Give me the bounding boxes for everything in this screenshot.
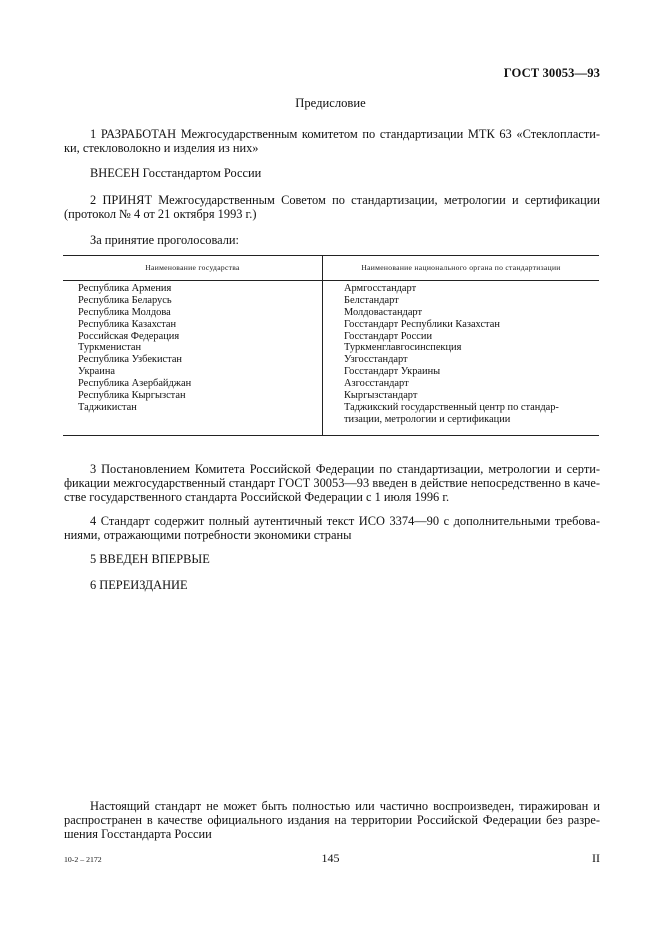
page-number: 145 [321, 851, 340, 865]
table-cell-state: Республика Узбекистан [78, 354, 182, 366]
paragraph-line: 3 Постановлением Комитета Российской Федерации по стандартизации, метрологии и серти- [90, 462, 600, 476]
table-cell-state: Туркменистан [78, 342, 142, 354]
paragraph-voted [64, 233, 600, 247]
standard-code: ГОСТ 30053—93 [503, 66, 600, 80]
table-cell-body: тизации, метрологии и сертификации [344, 413, 511, 425]
print-code: 10-2 – 2172 [64, 855, 102, 864]
table-cell-body: Госстандарт Украины [344, 366, 441, 378]
paragraph-line: (протокол № 4 от 21 октября 1993 г.) [64, 207, 257, 221]
table-cell-state: Республика Кыргызстан [78, 390, 186, 402]
table-cell-state: Украина [78, 366, 116, 378]
table-cell-body: Белстандарт [344, 294, 399, 306]
paragraph-line: шения Госстандарта России [64, 827, 212, 841]
paragraph-line: Настоящий стандарт не может быть полностью или частично воспроизведен, тиражирован и [90, 799, 600, 813]
paragraph-line: 4 Стандарт содержит полный аутентичный текст ИСО 3374—90 с дополнительными требова- [90, 514, 600, 528]
paragraph-contents [64, 514, 600, 542]
paragraph-line: фикации межгосударственный стандарт ГОСТ 30053—93 введен в действие непосредственно в каче- [64, 476, 600, 490]
paragraph-reissue [64, 578, 600, 592]
table-cell-state: Республика Азербайджан [78, 378, 192, 390]
table-column-divider [322, 256, 323, 435]
table-cell-body: Армгосстандарт [344, 283, 417, 294]
table-cell-body: Туркменглавгосинспекция [344, 342, 462, 354]
table-cell-body: Таджикский государственный центр по стандар- [344, 401, 559, 413]
table-cell-body: Госстандарт России [344, 330, 433, 342]
table-cell-state: Республика Беларусь [78, 294, 172, 306]
table-cell-state: Российская Федерация [78, 330, 180, 342]
voting-states-table [63, 255, 599, 436]
roman-page-marker: II [592, 851, 600, 865]
page-title: Предисловие [295, 96, 366, 110]
table-cell-body: Азгосстандарт [344, 378, 409, 390]
table-header-body: Наименование национального органа по стандартизации [361, 263, 561, 272]
reproduction-notice [64, 799, 600, 841]
paragraph-line: 1 РАЗРАБОТАН Межгосударственным комитетом по стандартизации МТК 63 «Стеклопласти- [90, 127, 600, 141]
paragraph-line: За принятие проголосовали: [90, 233, 239, 247]
paragraph-line: 2 ПРИНЯТ Межгосударственным Советом по стандартизации, метрологии и сертификации [90, 193, 600, 207]
paragraph-first-introduced [64, 552, 600, 566]
paragraph-line: 5 ВВЕДЕН ВПЕРВЫЕ [90, 552, 210, 566]
table-cell-body: Узгосстандарт [344, 354, 408, 366]
table-cell-state: Таджикистан [78, 401, 137, 413]
table-column-states [78, 283, 318, 414]
paragraph-adopted [64, 193, 600, 221]
paragraph-line: распространен в качестве официального издания на территории Российской Федерации без разре- [64, 813, 600, 827]
paragraph-developed [64, 127, 600, 155]
table-cell-body: Кыргызстандарт [344, 390, 418, 402]
paragraph-line: ВНЕСЕН Госстандартом России [90, 166, 262, 180]
table-header-state: Наименование государства [145, 263, 240, 272]
table-header-row [63, 256, 599, 281]
table-cell-body: Молдовастандарт [344, 306, 423, 318]
table-cell-state: Республика Казахстан [78, 318, 177, 330]
table-cell-body: Госстандарт Республики Казахстан [344, 318, 500, 330]
paragraph-line: ниями, отражающими потребности экономики страны [64, 528, 352, 542]
paragraph-line: 6 ПЕРЕИЗДАНИЕ [90, 578, 188, 592]
table-cell-state: Республика Армения [78, 283, 172, 294]
table-column-bodies [344, 283, 594, 426]
paragraph-introduced [64, 166, 600, 180]
paragraph-line: стве государственного стандарта Российской Федерации с 1 июля 1996 г. [64, 490, 450, 504]
paragraph-line: ки, стекловолокно и изделия из них» [64, 141, 259, 155]
paragraph-decree [64, 462, 600, 504]
table-cell-state: Республика Молдова [78, 306, 171, 318]
